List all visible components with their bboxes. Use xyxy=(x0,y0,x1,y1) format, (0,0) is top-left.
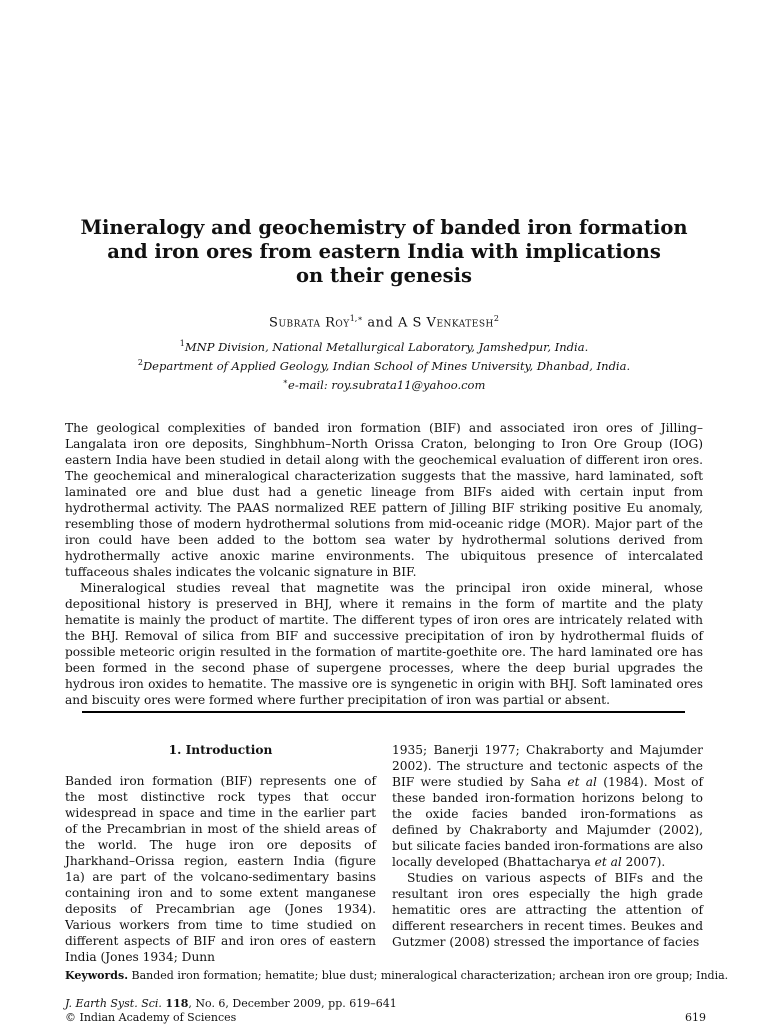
email-text: e-mail: roy.subrata11@yahoo.com xyxy=(288,377,486,392)
intro-paragraph-right-1 xyxy=(392,742,703,870)
intro-text-etal-2: et al xyxy=(594,855,622,869)
affiliation-2-sup: 2 xyxy=(137,357,143,367)
keywords xyxy=(65,969,729,982)
keywords-label: Keywords. xyxy=(65,969,129,982)
affiliation-2 xyxy=(0,355,768,374)
author-joiner: and xyxy=(367,315,394,331)
author-1-sup: 1,∗ xyxy=(349,314,363,323)
title-line-3: on their genesis xyxy=(295,264,473,287)
affiliations xyxy=(0,336,768,392)
affiliation-1-sup: 1 xyxy=(179,339,185,348)
intro-paragraph-right-2: Studies on various aspects of BIFs and the resultant iron ores especially the high grade hematitic ores are attracting the attention of different researchers in recent times. Beukes and Gutzmer (2008) stressed the importance of facies xyxy=(392,871,703,949)
author-2-name: A S Venkatesh xyxy=(398,315,494,331)
journal-citation xyxy=(65,997,397,1011)
intro-text-a: 1935; Banerji 1977; Chakraborty and Majumder 2002). The structure and tectonic aspects of the BIF were studied by Saha xyxy=(392,743,703,789)
intro-text-e: 2007). xyxy=(621,855,666,869)
email-sup: ∗ xyxy=(282,376,289,386)
corresponding-email xyxy=(0,374,768,393)
author-2-sup: 2 xyxy=(493,314,499,323)
intro-text-etal-1: et al xyxy=(567,775,597,789)
journal-volume: 118 xyxy=(165,997,189,1010)
right-column xyxy=(392,742,703,950)
title-line-2: and iron ores from eastern India with implications xyxy=(107,240,661,263)
author-line xyxy=(0,314,768,330)
abstract-paragraph-1: The geological complexities of banded iron formation (BIF) and associated iron ores of Jilling–Langalata iron ore deposits, Singhbhum–North Orissa Craton, belonging to Iron Ore Group (IOG) eastern India have been studied in detail along with the geochemical evaluation of different iron ores. The geochemical and mineralogical characterization suggests that the massive, hard laminated, soft laminated ore and blue dust had a genetic lineage from BIFs aided with certain input from hydrothermal activity. The PAAS normalized REE pattern of Jilling BIF striking positive Eu anomaly, resembling those of modern hydrothermal solutions from mid-oceanic ridge (MOR). Major part of the iron could have been added to the bottom sea water by hydrothermal solutions derived from hydrothermally active anoxic marine environments. The ubiquitous presence of intercalated tuffaceous shales indicates the volcanic signature in BIF. xyxy=(65,421,703,579)
page-number: 619 xyxy=(685,1011,706,1024)
section-heading: 1. Introduction xyxy=(168,743,273,757)
intro-paragraph-left: Banded iron formation (BIF) represents one of the most distinctive rock types that occur widespread in space and time in the earlier part of the Precambrian in most of the shield areas of the world. The huge iron ore deposits of Jharkhand–Orissa region, eastern India (figure 1a) are part of the volcano-sedimentary basins containing iron and to some extent manganese deposits of Precambrian age (Jones 1934). Various workers from time to time studied on different aspects of BIF and iron ores of eastern India (Jones 1934; Dunn xyxy=(65,774,376,964)
abstract xyxy=(65,420,703,708)
affiliation-1-text: MNP Division, National Metallurgical Laboratory, Jamshedpur, India. xyxy=(184,339,589,354)
left-column xyxy=(65,742,376,965)
affiliation-1 xyxy=(0,336,768,355)
journal-issue: , No. 6, December 2009, pp. 619–641 xyxy=(188,997,397,1010)
intro-text-c: (1984). Most of these banded iron-formation horizons belong to the oxide facies banded iron-formations as defined by Chakraborty and Majumder (2002), but silicate facies banded iron-formations are also locally developed (Bhattacharya xyxy=(392,775,703,869)
journal-footer xyxy=(65,997,397,1025)
copyright: © Indian Academy of Sciences xyxy=(65,1011,237,1024)
abstract-paragraph-2: Mineralogical studies reveal that magnetite was the principal iron oxide mineral, whose depositional history is preserved in BHJ, where it remains in the form of martite and the platy hematite is mainly the product of martite. The different types of iron ores are intricately related with the BHJ. Removal of silica from BIF and successive precipitation of iron by hydrothermal fluids of possible meteoric origin resulted in the formation of martite-goethite ore. The hard laminated ore has been formed in the second phase of supergene processes, where the deep burial upgrades the hydrous iron oxides to hematite. The massive ore is syngenetic in origin with BHJ. Soft laminated ores and biscuity ores were formed where further precipitation of iron was partial or absent. xyxy=(65,581,703,707)
author-1-name: Subrata Roy xyxy=(269,315,350,331)
journal-name: J. Earth Syst. Sci. xyxy=(65,997,162,1010)
paper-title xyxy=(50,216,718,288)
abstract-divider xyxy=(82,711,685,713)
title-line-1: Mineralogy and geochemistry of banded iron formation xyxy=(80,216,688,239)
keywords-text: Banded iron formation; hematite; blue dust; mineralogical characterization; archean iron ore group; India. xyxy=(131,969,729,982)
affiliation-2-text: Department of Applied Geology, Indian School of Mines University, Dhanbad, India. xyxy=(142,358,631,373)
